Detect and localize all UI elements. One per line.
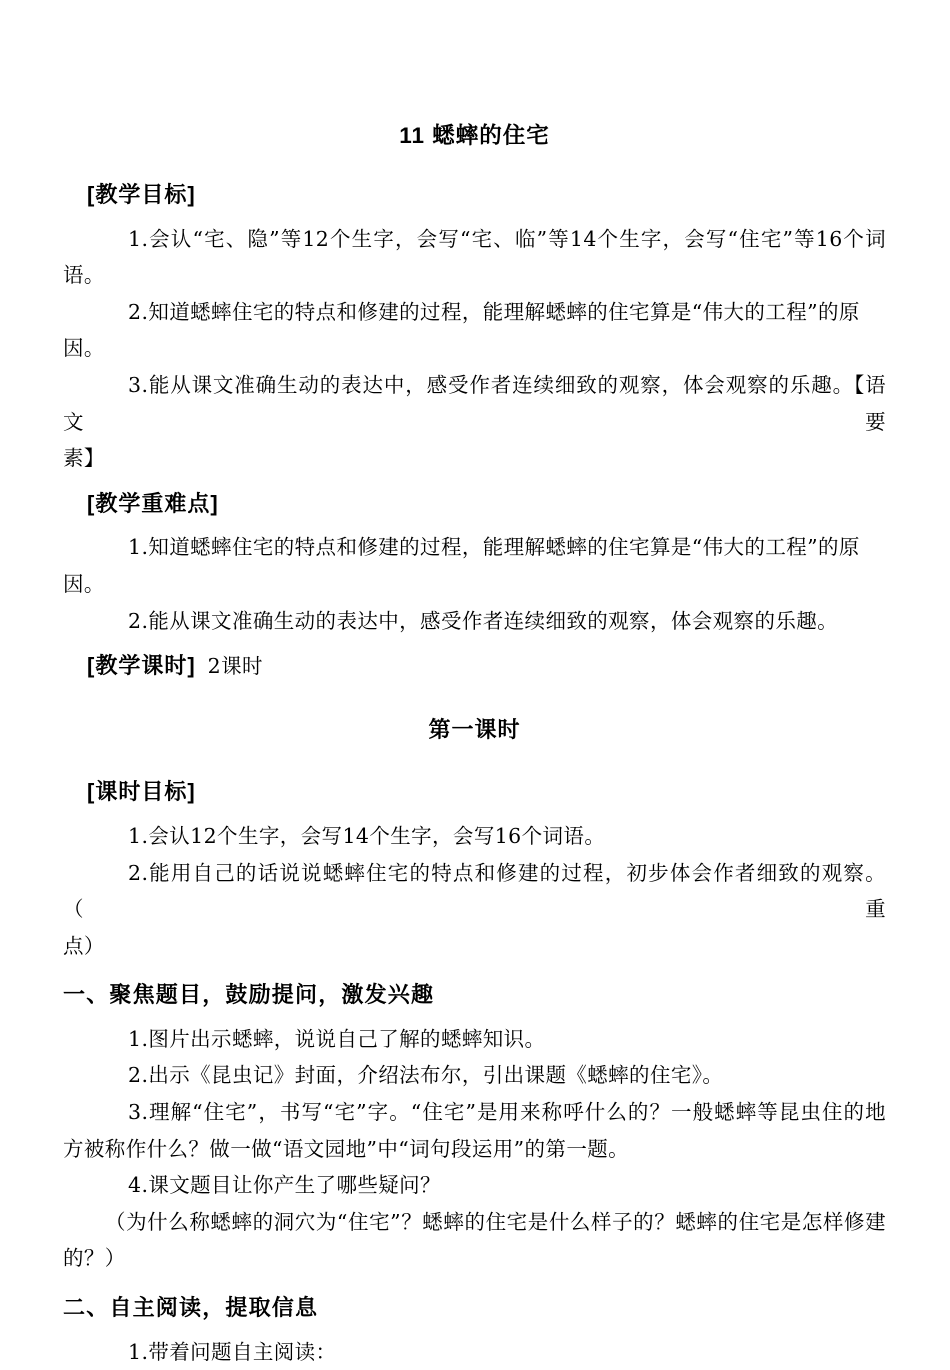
text-line: 1.会认“宅、隐”等12个生字，会写“宅、临”等14个生字，会写“住宅”等16个词 xyxy=(128,226,886,251)
paragraph xyxy=(63,367,886,477)
heading-teaching-periods xyxy=(63,648,886,685)
text-line: （为什么称蟋蟀的洞穴为“住宅”？蟋蟀的住宅是什么样子的？蟋蟀的住宅是怎样修建 xyxy=(105,1209,886,1234)
text-line: 的？） xyxy=(63,1246,126,1271)
text-line: 语。 xyxy=(63,263,105,288)
heading-teaching-goals xyxy=(63,177,886,214)
text-line: 点） xyxy=(63,933,105,958)
paragraph xyxy=(63,1334,886,1370)
heading-teaching-key-difficulties xyxy=(63,486,886,523)
heading-text: [教学目标] xyxy=(87,182,196,207)
lesson-title: 11 蟋蟀的住宅 xyxy=(399,123,550,148)
text-line: 1.知道蟋蟀住宅的特点和修建的过程，能理解蟋蟀的住宅算是“伟大的工程”的原因。 xyxy=(63,535,860,596)
text-line: 2.出示《昆虫记》封面，介绍法布尔，引出课题《蟋蟀的住宅》。 xyxy=(128,1063,724,1088)
text-line: 素】 xyxy=(63,446,105,471)
paragraph xyxy=(63,603,886,640)
paragraph xyxy=(63,818,886,855)
paragraph xyxy=(63,1094,886,1167)
paragraph xyxy=(63,1021,886,1058)
text-line: 2.知道蟋蟀住宅的特点和修建的过程，能理解蟋蟀的住宅算是“伟大的工程”的原因。 xyxy=(63,299,860,361)
heading-text: 第一课时 xyxy=(428,716,521,742)
text-line: 3.能从课文准确生动的表达中，感受作者连续细致的观察，体会观察的乐趣。【语文要 xyxy=(63,372,886,434)
heading-text: [教学重难点] xyxy=(87,490,219,516)
heading-suffix: 2课时 xyxy=(207,654,263,679)
text-line: 方被称作什么？做一做“语文园地”中“词句段运用”的第一题。 xyxy=(63,1136,630,1161)
heading-text: [课时目标] xyxy=(87,779,196,805)
paragraph xyxy=(63,1204,886,1277)
document-body xyxy=(63,177,886,1370)
text-line: 4.课文题目让你产生了哪些疑问？ xyxy=(128,1173,441,1198)
paragraph xyxy=(63,1167,886,1204)
heading-activity-2 xyxy=(63,1290,886,1327)
paragraph xyxy=(63,294,886,367)
heading-text: 一、聚焦题目，鼓励提问，激发兴趣 xyxy=(63,982,435,1008)
heading-period-1 xyxy=(63,712,886,749)
heading-period-goals xyxy=(63,774,886,811)
heading-text: [教学课时] xyxy=(87,653,196,679)
text-line: 2.能从课文准确生动的表达中，感受作者连续细致的观察，体会观察的乐趣。 xyxy=(128,608,839,633)
text-line: 1.带着问题自主阅读： xyxy=(128,1339,337,1364)
text-line: 1.图片出示蟋蟀，说说自己了解的蟋蟀知识。 xyxy=(128,1026,546,1051)
paragraph xyxy=(63,855,886,965)
text-line: 3.理解“住宅”，书写“宅”字。“住宅”是用来称呼什么的？一般蟋蟀等昆虫住的地 xyxy=(128,1100,886,1125)
text-line: 2.能用自己的话说说蟋蟀住宅的特点和修建的过程，初步体会作者细致的观察。（重 xyxy=(63,860,886,922)
paragraph xyxy=(63,1057,886,1094)
paragraph xyxy=(63,529,886,602)
text-line: 1.会认12个生字，会写14个生字，会写16个词语。 xyxy=(128,823,606,848)
heading-activity-1 xyxy=(63,977,886,1014)
heading-text: 二、自主阅读，提取信息 xyxy=(63,1295,319,1321)
paragraph xyxy=(63,221,886,294)
